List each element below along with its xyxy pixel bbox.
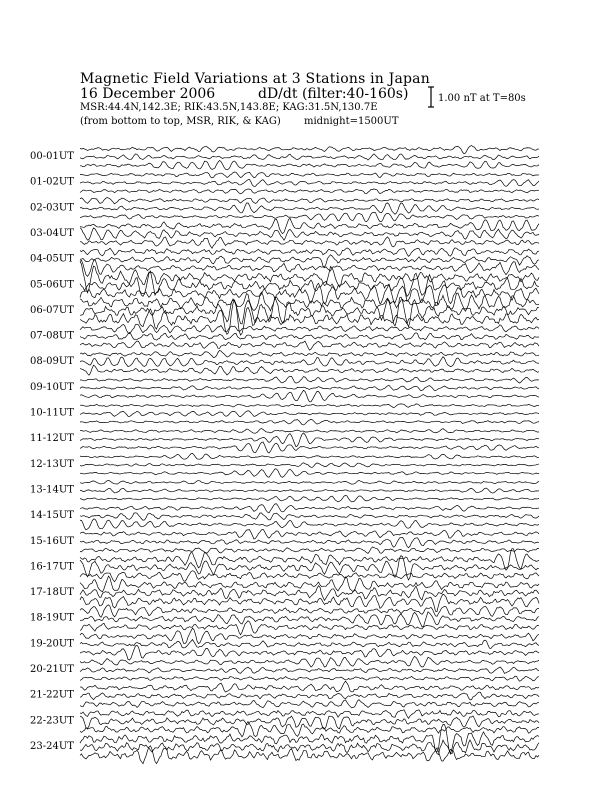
hour-label: 15-16UT bbox=[30, 535, 74, 547]
trace-rik bbox=[80, 488, 539, 493]
hour-label: 14-15UT bbox=[30, 510, 74, 522]
trace-rik bbox=[80, 357, 539, 367]
trace-msr bbox=[80, 390, 539, 402]
hour-label: 12-13UT bbox=[30, 458, 74, 470]
trace-rik bbox=[80, 667, 539, 673]
trace-rik bbox=[80, 612, 539, 627]
trace-msr bbox=[80, 676, 539, 681]
trace-msr bbox=[80, 469, 539, 477]
trace-rik bbox=[80, 203, 539, 215]
hour-label: 05-06UT bbox=[30, 279, 74, 291]
trace-kag bbox=[80, 324, 539, 333]
trace-msr bbox=[80, 189, 539, 194]
trace-kag bbox=[80, 376, 539, 383]
scale-bar-icon bbox=[428, 87, 434, 107]
trace-kag bbox=[80, 549, 539, 570]
date-label: 16 December 2006 bbox=[80, 86, 216, 102]
trace-kag bbox=[80, 529, 539, 539]
hour-label: 22-23UT bbox=[30, 715, 74, 727]
hour-label: 23-24UT bbox=[30, 740, 74, 752]
trace-rik bbox=[80, 463, 539, 468]
hour-label: 09-10UT bbox=[30, 381, 74, 393]
trace-kag bbox=[80, 429, 539, 434]
hour-label: 13-14UT bbox=[30, 484, 74, 496]
trace-msr bbox=[80, 645, 539, 660]
trace-rik bbox=[80, 640, 539, 649]
trace-rik bbox=[80, 537, 539, 547]
trace-rik bbox=[80, 271, 539, 296]
trace-kag bbox=[80, 681, 539, 692]
trace-msr bbox=[80, 419, 539, 425]
trace-kag bbox=[80, 350, 539, 357]
hour-label: 00-01UT bbox=[30, 151, 74, 162]
midnight-note: midnight=1500UT bbox=[304, 116, 399, 127]
trace-msr bbox=[80, 571, 539, 582]
scale-bar-label: 1.00 nT at T=80s bbox=[438, 93, 526, 104]
trace-msr bbox=[80, 341, 539, 350]
hour-label: 03-04UT bbox=[30, 227, 74, 239]
trace-rik bbox=[80, 411, 539, 417]
trace-msr bbox=[80, 495, 539, 502]
hour-label: 16-17UT bbox=[30, 561, 74, 573]
trace-rik bbox=[80, 692, 539, 700]
trace-msr bbox=[80, 300, 539, 335]
trace-rik bbox=[80, 556, 539, 580]
trace-msr bbox=[80, 700, 539, 708]
hour-label: 10-11UT bbox=[30, 407, 74, 419]
trace-kag bbox=[80, 656, 539, 667]
trace-rik bbox=[80, 228, 539, 240]
station-order-note: (from bottom to top, MSR, RIK, & KAG) bbox=[80, 116, 281, 127]
trace-msr bbox=[80, 365, 539, 375]
hour-label: 07-08UT bbox=[30, 330, 74, 342]
trace-kag bbox=[80, 605, 539, 617]
hour-label: 06-07UT bbox=[30, 304, 74, 316]
trace-rik bbox=[80, 513, 539, 520]
hour-label: 02-03UT bbox=[30, 202, 74, 214]
trace-msr bbox=[80, 621, 539, 635]
trace-kag bbox=[80, 198, 539, 204]
trace-msr bbox=[80, 547, 539, 553]
trace-kag bbox=[80, 248, 539, 256]
hour-label: 18-19UT bbox=[30, 612, 74, 624]
hour-label: 21-22UT bbox=[30, 689, 74, 701]
trace-kag bbox=[80, 145, 539, 153]
trace-kag bbox=[80, 172, 539, 178]
trace-rik bbox=[80, 586, 539, 601]
hour-label: 11-12UT bbox=[30, 433, 74, 445]
filter-label: dD/dt (filter:40-160s) bbox=[258, 86, 409, 102]
station-coordinates: MSR:44.4N,142.3E; RIK:43.5N,143.8E; KAG:31.5N,130.7E bbox=[80, 102, 378, 113]
trace-kag bbox=[80, 504, 539, 513]
trace-rik bbox=[80, 433, 539, 447]
hour-label: 20-21UT bbox=[30, 664, 74, 675]
trace-msr bbox=[80, 160, 539, 169]
trace-msr bbox=[80, 594, 539, 611]
trace-msr bbox=[80, 722, 539, 737]
trace-rik bbox=[80, 255, 539, 267]
hour-label: 19-20UT bbox=[30, 638, 74, 650]
trace-msr bbox=[80, 212, 539, 221]
trace-rik bbox=[80, 332, 539, 340]
trace-rik bbox=[80, 385, 539, 390]
trace-msr bbox=[80, 237, 539, 248]
hour-label: 01-02UT bbox=[30, 176, 74, 188]
trace-msr bbox=[80, 519, 539, 530]
trace-kag bbox=[80, 261, 539, 292]
trace-kag bbox=[80, 480, 539, 484]
trace-kag bbox=[80, 725, 539, 754]
trace-kag bbox=[80, 628, 539, 644]
chart-title: Magnetic Field Variations at 3 Stations in Japan bbox=[80, 71, 430, 87]
hour-label: 08-09UT bbox=[30, 356, 74, 368]
trace-rik bbox=[80, 716, 539, 729]
hour-label: 17-18UT bbox=[30, 587, 74, 599]
trace-rik bbox=[80, 179, 539, 186]
trace-kag bbox=[80, 404, 539, 408]
hour-label: 04-05UT bbox=[30, 253, 74, 265]
trace-kag bbox=[80, 454, 539, 460]
trace-rik bbox=[80, 154, 539, 160]
